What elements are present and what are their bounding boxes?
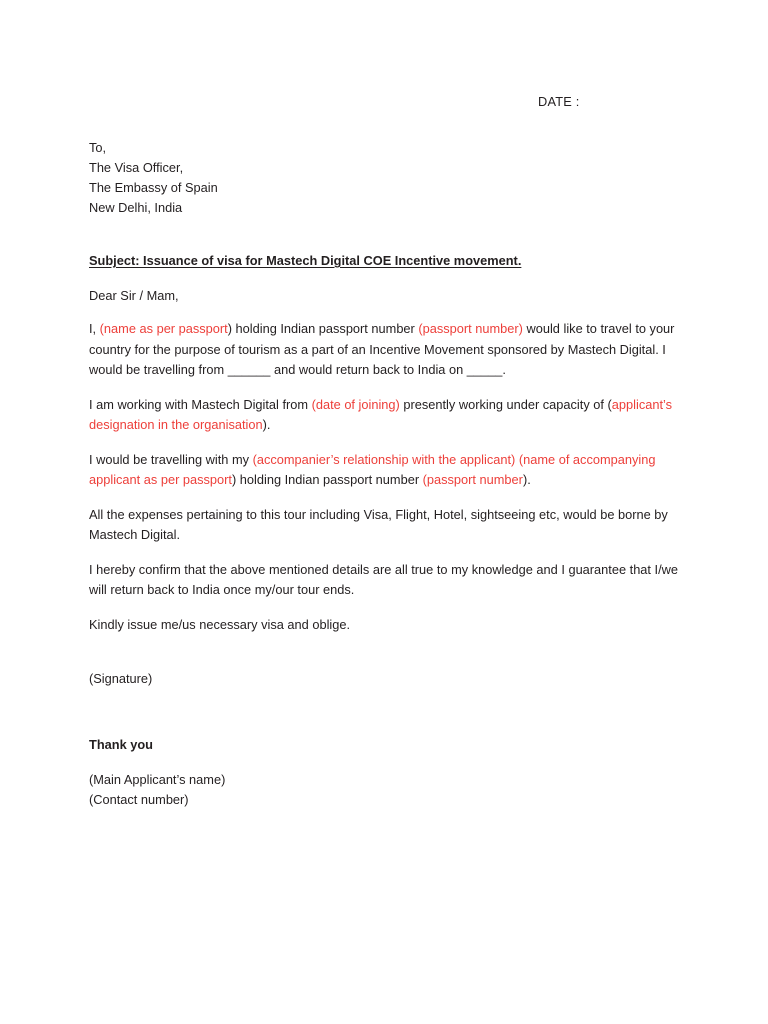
body-text: All the expenses pertaining to this tour including Visa, Flight, Hotel, sightseeing etc, would be borne by Mastech Digital. bbox=[89, 506, 668, 542]
thank-you-line: Thank you bbox=[89, 737, 153, 752]
body-text: would like to travel to your country for the purpose of tourism as a part of an Incentive Movement sponsored by Mastech Digital. I would be travelling from ______ and would return back to India on _____. bbox=[89, 321, 675, 377]
body-text: I am working with Mastech Digital from bbox=[89, 396, 312, 412]
placeholder-text: (name as per passport bbox=[99, 321, 228, 336]
contact-number-placeholder: (Contact number) bbox=[89, 792, 189, 807]
body-text: ). bbox=[262, 417, 271, 432]
body-text: I would be travelling with my bbox=[89, 451, 253, 467]
body-text: ) holding Indian passport number bbox=[227, 321, 419, 336]
body-text: I hereby confirm that the above mentioned details are all true to my knowledge and I guarantee that I/we will return back to India once my/our tour ends. bbox=[89, 561, 679, 597]
placeholder-text: (date of joining) bbox=[311, 396, 400, 412]
placeholder-text: (passport number bbox=[422, 472, 523, 487]
body-text: I, bbox=[89, 321, 100, 336]
placeholder-text: applicant’s designation in the organisation bbox=[89, 396, 673, 432]
paragraph-expenses-coverage bbox=[89, 505, 679, 546]
address-line-visa-officer: The Visa Officer, bbox=[89, 160, 184, 175]
placeholder-text: (passport number) bbox=[418, 321, 523, 336]
body-text: ) holding Indian passport number bbox=[231, 472, 423, 487]
paragraph-employment-details bbox=[89, 395, 679, 436]
body-text: Kindly issue me/us necessary visa and oblige. bbox=[89, 616, 351, 632]
paragraph-accompanying-person bbox=[89, 450, 679, 491]
salutation: Dear Sir / Mam, bbox=[89, 288, 179, 303]
applicant-name-placeholder: (Main Applicant’s name) bbox=[89, 772, 226, 787]
placeholder-text: (name of accompanying applicant as per passport bbox=[89, 451, 656, 487]
address-line-to: To, bbox=[89, 140, 107, 155]
date-label: DATE : bbox=[538, 94, 580, 109]
recipient-address-block bbox=[89, 138, 679, 218]
letter-body bbox=[89, 0, 679, 810]
paragraph-request-closing bbox=[89, 615, 679, 636]
placeholder-text: (accompanier’s relationship with the applicant) bbox=[252, 451, 516, 467]
body-text: ). bbox=[522, 472, 531, 487]
body-text: presently working under capacity of ( bbox=[399, 396, 612, 412]
paragraph-declaration bbox=[89, 560, 679, 601]
sender-details-block bbox=[89, 770, 679, 810]
subject-line: Subject: Issuance of visa for Mastech Digital COE Incentive movement. bbox=[89, 253, 522, 268]
signature-placeholder: (Signature) bbox=[89, 671, 153, 686]
paragraph-applicant-travel-intent bbox=[89, 319, 679, 381]
address-line-embassy: The Embassy of Spain bbox=[89, 180, 218, 195]
address-line-city: New Delhi, India bbox=[89, 200, 183, 215]
